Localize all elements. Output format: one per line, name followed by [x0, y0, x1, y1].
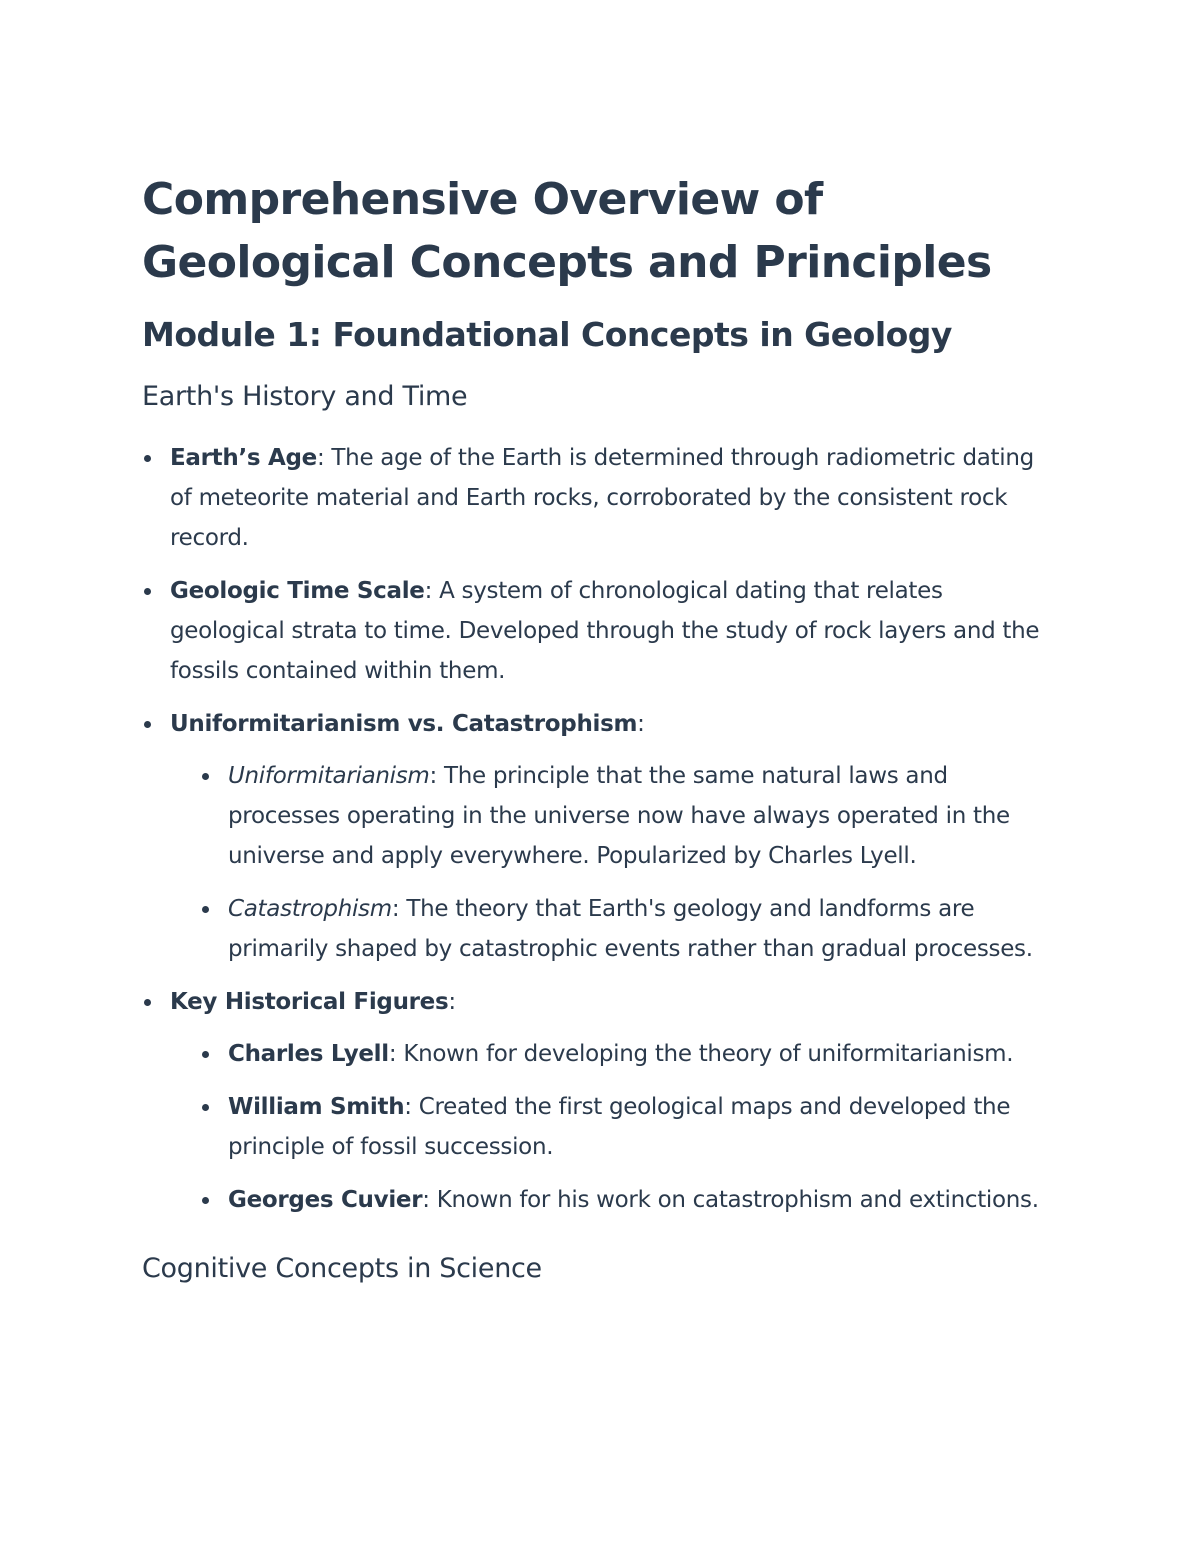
definition-georges-cuvier: : Known for his work on catastrophism and extinctions. [422, 1187, 1039, 1213]
list-item-catastrophism [200, 889, 1057, 969]
definition-catastrophism: : The theory that Earth's geology and landforms are primarily shaped by catastrophic events rather than gradual processes. [228, 896, 1033, 962]
term-geologic-time-scale: Geologic Time Scale [170, 578, 425, 604]
term-uniformitarianism: Uniformitarianism [228, 763, 430, 789]
list-item-william-smith [200, 1087, 1057, 1167]
section-heading-earths-history: Earth's History and Time [142, 381, 468, 412]
bullet-icon [202, 1197, 209, 1204]
list-item-charles-lyell [200, 1034, 1057, 1074]
list-item-uniformitarianism-vs-catastrophism [142, 704, 1057, 969]
uniformitarianism-catastrophism-sublist [200, 756, 1057, 969]
list-item-key-historical-figures [142, 982, 1057, 1220]
document-title: Comprehensive Overview of Geological Concepts and Principles [142, 174, 992, 288]
colon: : [448, 989, 456, 1015]
historical-figures-sublist [200, 1034, 1057, 1220]
term-georges-cuvier: Georges Cuvier [228, 1187, 423, 1213]
list-item-earths-age [142, 438, 1057, 558]
colon: : [637, 711, 645, 737]
term-earths-age: Earth’s Age [170, 445, 317, 471]
term-uniformitarianism-vs-catastrophism: Uniformitarianism vs. Catastrophism [170, 711, 638, 737]
bullet-icon [144, 721, 151, 728]
bullet-icon [202, 773, 209, 780]
section-heading-cognitive-concepts: Cognitive Concepts in Science [142, 1253, 542, 1284]
term-william-smith: William Smith [228, 1094, 405, 1120]
earths-history-list [142, 438, 1057, 1220]
term-key-historical-figures: Key Historical Figures [170, 989, 449, 1015]
term-catastrophism: Catastrophism [228, 896, 392, 922]
term-charles-lyell: Charles Lyell [228, 1041, 389, 1067]
bullet-icon [144, 999, 151, 1006]
definition-charles-lyell: : Known for developing the theory of uniformitarianism. [388, 1041, 1014, 1067]
definition-geologic-time-scale: : A system of chronological dating that relates geological strata to time. Developed through the study of rock layers and the fossils contained within them. [170, 578, 1040, 684]
document-page [142, 168, 1057, 1288]
definition-earths-age: : The age of the Earth is determined through radiometric dating of meteorite material and Earth rocks, corroborated by the consistent rock record. [170, 445, 1034, 551]
bullet-icon [202, 1051, 209, 1058]
bullet-icon [202, 1104, 209, 1111]
list-item-uniformitarianism [200, 756, 1057, 876]
bullet-icon [144, 588, 151, 595]
list-item-georges-cuvier [200, 1180, 1057, 1220]
bullet-icon [202, 906, 209, 913]
definition-uniformitarianism: : The principle that the same natural laws and processes operating in the universe now have always operated in the universe and apply everywhere. Popularized by Charles Lyell. [228, 763, 1010, 869]
bullet-icon [144, 455, 151, 462]
module-heading: Module 1: Foundational Concepts in Geology [142, 315, 952, 354]
list-item-geologic-time-scale [142, 571, 1057, 691]
definition-william-smith: : Created the first geological maps and developed the principle of fossil succession. [228, 1094, 1011, 1160]
